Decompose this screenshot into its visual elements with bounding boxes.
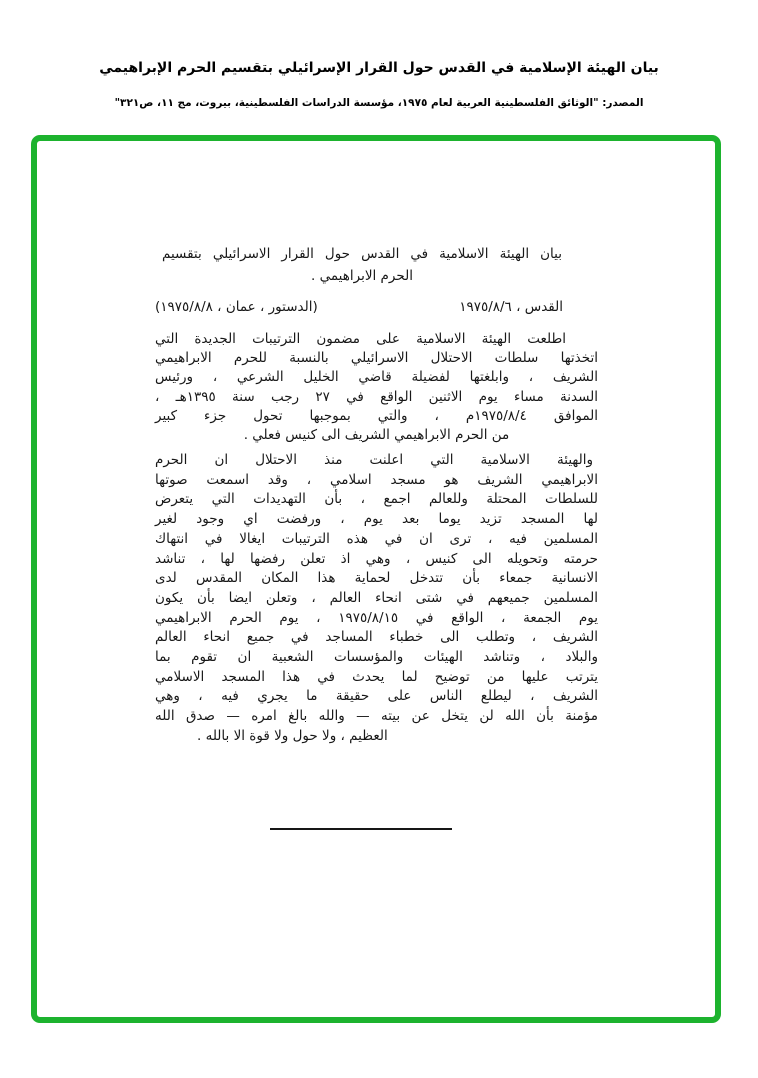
text-line: للسلطات المحتلة وللعالم اجمع ، بأن التهديدات التي يتعرض [155,491,598,508]
separator-line [270,828,452,830]
text-line: حرمته وتحويله الى كنيس ، وهي اذ تعلن رفضها لها ، تناشد [155,550,598,567]
text-line: العظيم ، ولا حول ولا قوة الا بالله . [197,727,388,744]
text-line: الشريف ، وابلغتها لفضيلة قاضي الخليل الشرعي ، ورئيس [155,369,598,386]
text-line: لها المسجد تزيد يوما بعد يوم ، ورفضت اي وجود لغير [155,511,598,528]
text-line: اطلعت الهيئة الاسلامية على مضمون الترتيبات الجديدة التي [155,331,566,347]
text-line: الموافق ١٩٧٥/٨/٤م ، والتي بموجبها تحول جزء كبير [155,407,598,424]
text-line: يترتب عليها من توضيح لما يحدث في هذا المسجد الاسلامي [155,668,598,685]
dateline [155,299,563,315]
paragraph-1 [155,330,598,445]
page-header-source: المصدر: "الوثائق الفلسطينية العربية لعام ١٩٧٥، مؤسسة الدراسات الفلسطينية، بيروت، مج ١١، ص٣٢١" [114,97,644,109]
text-line: والبلاد ، وتناشد الهيئات والمؤسسات الشعبية ان تقوم بما [155,649,598,666]
page-header-title: بيان الهيئة الإسلامية في القدس حول القرار الإسرائيلي بتقسيم الحرم الإبراهيمي [99,60,659,76]
text-line: الشريف ، وتطلب الى خطباء المساجد في جميع انحاء العالم [155,629,598,646]
document-title-line-1: بيان الهيئة الاسلامية في القدس حول القرار الاسرائيلي بتقسيم [162,246,562,262]
text-line: السدنة مساء يوم الاثنين الواقع في ٢٧ رجب سنة ١٣٩٥هـ ، [155,388,598,405]
text-line: الانسانية جمعاء بأن تتدخل لحماية هذا المكان المقدس لدى [155,570,598,587]
text-line: مؤمنة بأن الله لن يتخل عن بيته — والله بالغ امره — صدق الله [155,708,598,725]
text-line: والهيئة الاسلامية التي اعلنت منذ الاحتلال ان الحرم [155,452,593,468]
dateline-publication: (الدستور ، عمان ، ١٩٧٥/٨/٨) [155,299,318,315]
text-line: من الحرم الابراهيمي الشريف الى كنيس فعلي . [243,427,510,444]
text-line: المسلمين جميعهم في شتى انحاء العالم ، وتعلن ايضا بأن يكون [155,589,598,606]
document-title-line-2: الحرم الابراهيمي . [311,268,413,284]
dateline-place-date: القدس ، ١٩٧٥/٨/٦ [459,299,563,315]
text-line: المسلمين فيه ، ترى ان في هذه الترتيبات ايغالا في انتهاك [155,530,598,547]
text-line: اتخذتها سلطات الاحتلال الاسرائيلي بالنسبة للحرم الابراهيمي [155,350,598,367]
text-line: الابراهيمي الشريف هو مسجد اسلامي ، وقد اسمعت صوتها [155,471,598,488]
text-line: يوم الجمعة ، الواقع في ١٩٧٥/٨/١٥ ، يوم الحرم الابراهيمي [155,609,598,626]
text-line: الشريف ، ليطلع الناس على حقيقة ما يجري فيه ، وهي [155,688,598,705]
paragraph-2 [155,451,598,747]
document-title [162,243,562,287]
